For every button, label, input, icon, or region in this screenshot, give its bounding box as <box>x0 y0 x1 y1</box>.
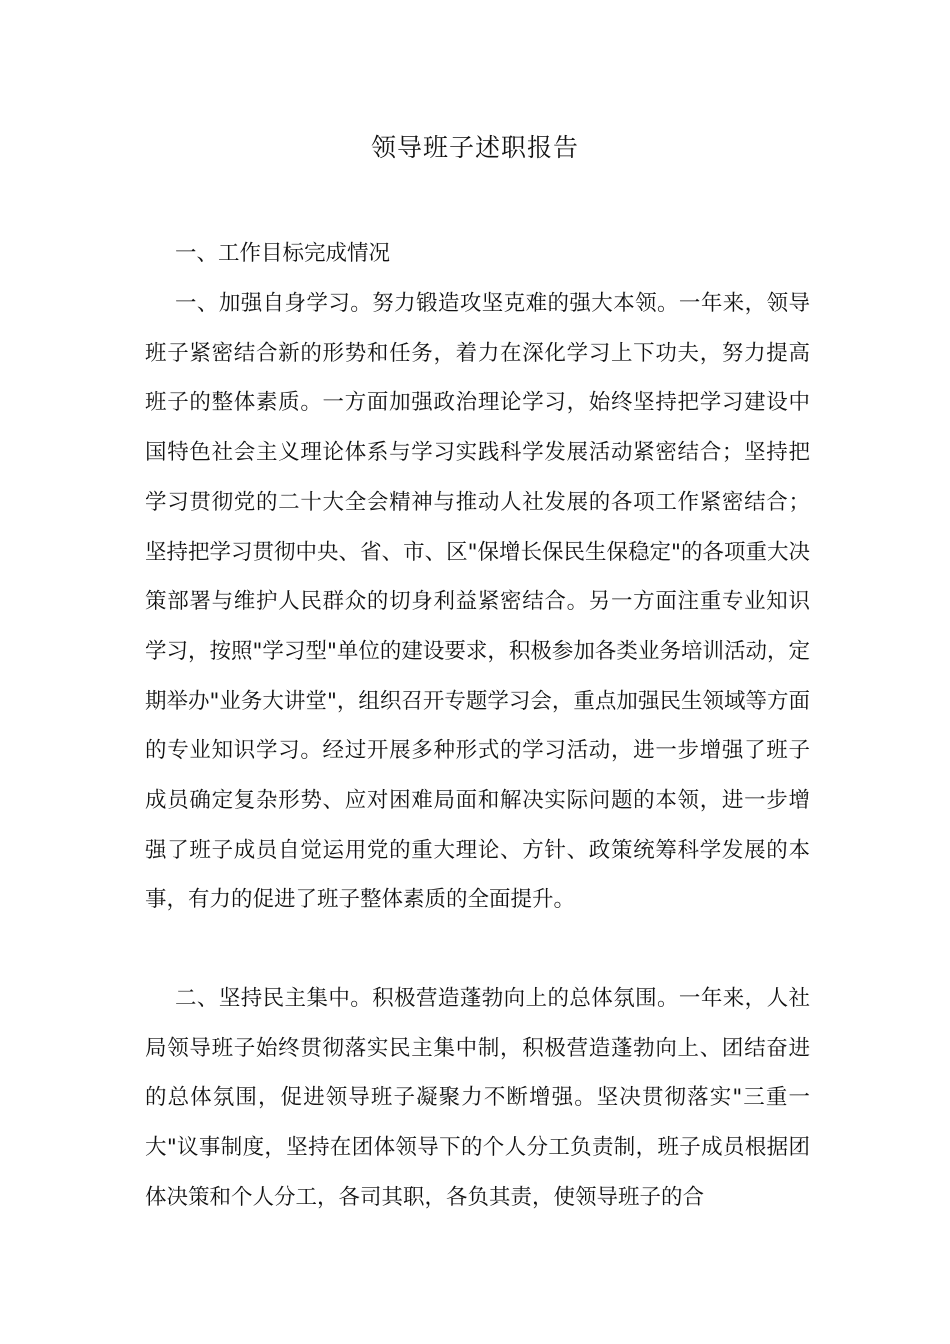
document-title: 领导班子述职报告 <box>370 133 579 162</box>
paragraph-1: 一、加强自身学习。努力锻造攻坚克难的强大本领。一年来，领导班子紧密结合新的形势和任务，着力在深化学习上下功夫，努力提高班子的整体素质。一方面加强政治理论学习，始终坚持把学习建设中国特色社会主义理论体系与学习实践科学发展活动紧密结合；坚持把学习贯彻党的二十大全会精神与推动人社发展的各项工作紧密结合；坚持把学习贯彻中央、省、市、区"保增长保民生保稳定"的各项重大决策部署与维护人民群众的切身利益紧密结合。另一方面注重专业知识学习，按照"学习型"单位的建设要求，积极参加各类业务培训活动，定期举办"业务大讲堂"，组织召开专题学习会，重点加强民生领域等方面的专业知识学习。经过开展多种形式的学习活动，进一步增强了班子成员确定复杂形势、应对困难局面和解决实际问题的本领，进一步增强了班子成员自觉运用党的重大理论、方针、政策统筹科学发展的本事，有力的促进了班子整体素质的全面提升。 <box>145 291 810 913</box>
paragraph-2: 二、坚持民主集中。积极营造蓬勃向上的总体氛围。一年来，人社局领导班子始终贯彻落实民主集中制，积极营造蓬勃向上、团结奋进的总体氛围，促进领导班子凝聚力不断增强。坚决贯彻落实"三重一大"议事制度，坚持在团体领导下的个人分工负责制，班子成员根据团体决策和个人分工，各司其职，各负其责，使领导班子的合 <box>145 986 810 1210</box>
section-heading: 一、工作目标完成情况 <box>175 241 391 266</box>
